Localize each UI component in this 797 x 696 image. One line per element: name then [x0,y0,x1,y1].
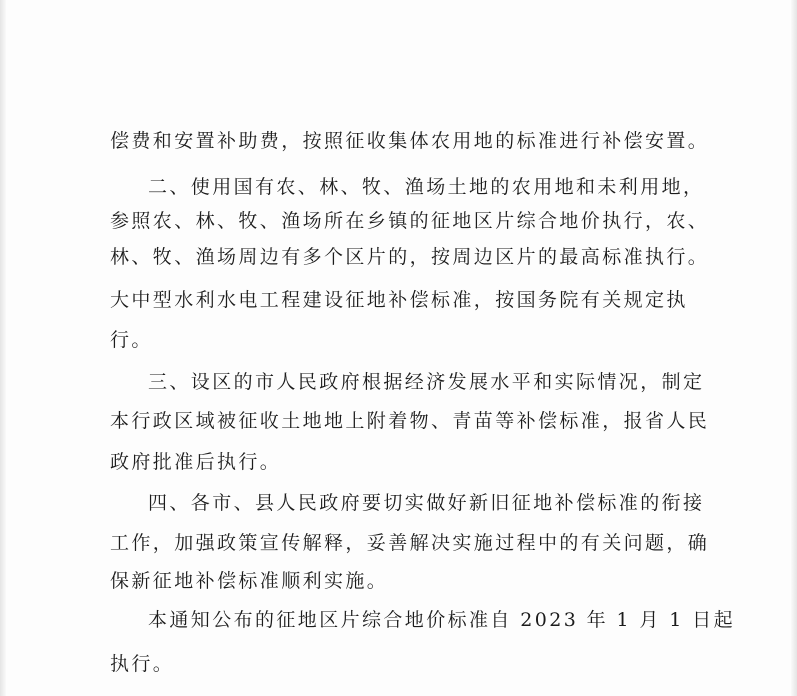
text-line-1: 偿费和安置补助费，按照征收集体农用地的标准进行补偿安置。 [110,130,710,152]
scan-edge-right [791,0,797,696]
text-line-2: 二、使用国有农、林、牧、渔场土地的农用地和未利用地， [148,176,705,198]
text-line-9: 政府批准后执行。 [110,451,282,473]
text-line-6: 行。 [110,329,153,351]
text-line-3: 参照农、林、牧、渔场所在乡镇的征地区片综合地价执行，农、 [110,210,710,232]
text-line-11: 工作，加强政策宣传解释，妥善解决实施过程中的有关问题，确 [110,532,710,554]
text-line-5: 大中型水利水电工程建设征地补偿标准，按国务院有关规定执 [110,289,688,311]
text-line-14: 执行。 [110,653,175,675]
text-line-10: 四、各市、县人民政府要切实做好新旧征地补偿标准的衔接 [148,492,705,514]
text-line-7: 三、设区的市人民政府根据经济发展水平和实际情况，制定 [148,371,705,393]
text-line-13: 本通知公布的征地区片综合地价标准自 2023 年 1 月 1 日起 [148,609,735,631]
text-line-8: 本行政区域被征收土地地上附着物、青苗等补偿标准，报省人民 [110,410,710,432]
text-line-12: 保新征地补偿标准顺利实施。 [110,570,389,592]
scan-edge-left [0,0,6,696]
text-line-4: 林、牧、渔场周边有多个区片的，按周边区片的最高标准执行。 [110,246,710,268]
